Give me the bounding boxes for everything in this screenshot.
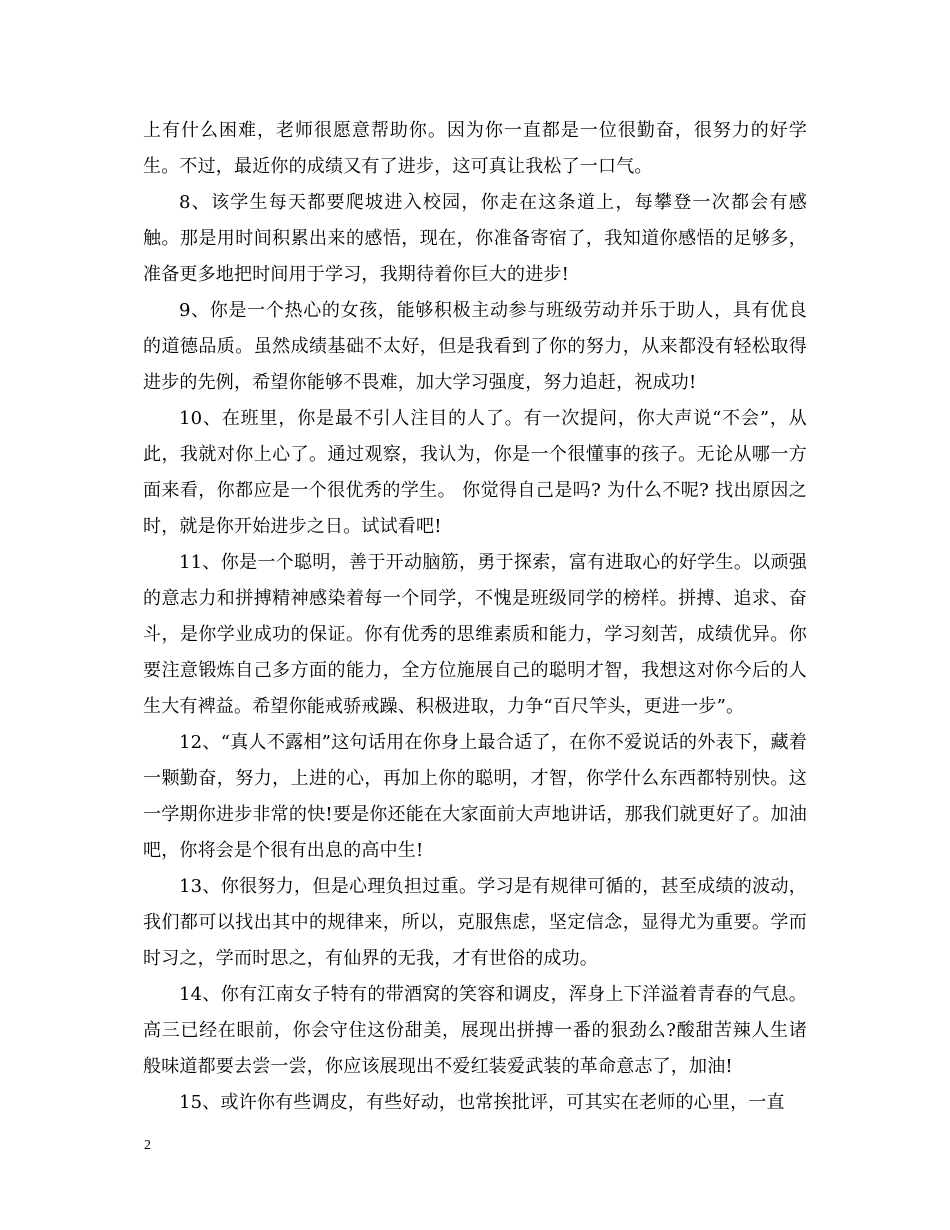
paragraph: 15、或许你有些调皮，有些好动，也常挨批评，可其实在老师的心里，一直	[179, 1092, 785, 1113]
paragraph: 上有什么困难，老师很愿意帮助你。因为你一直都是一位很勤奋，很努力的好学生。不过，最近你的成绩又有了进步，这可真让我松了一口气。	[143, 120, 807, 177]
page-number: 2	[144, 1138, 151, 1153]
paragraph: 12、“真人不露相”这句话用在你身上最合适了，在你不爱说话的外表下，藏着一颗勤奋，努力，上进的心，再加上你的聪明，才智，你学什么东西都特别快。这一学期你进步非常的快!要是你还能在大家面前大声地讲话，那我们就更好了。加油吧，你将会是个很有出息的高中生!	[143, 732, 807, 861]
paragraph: 11、你是一个聪明，善于开动脑筋，勇于探索，富有进取心的好学生。以顽强的意志力和拼搏精神感染着每一个同学，不愧是班级同学的榜样。拼搏、追求、奋斗，是你学业成功的保证。你有优秀的思维素质和能力，学习刻苦，成绩优异。你要注意锻炼自己多方面的能力，全方位施展自己的聪明才智，我想这对你今后的人生大有裨益。希望你能戒骄戒躁、积极进取，力争“百尺竿头，更进一步”。	[143, 552, 807, 717]
document-body	[143, 113, 807, 1121]
paragraph: 14、你有江南女子特有的带酒窝的笑容和调皮，浑身上下洋溢着青春的气息。高三已经在眼前，你会守住这份甜美，展现出拼搏一番的狠劲么?酸甜苦辣人生诸般味道都要去尝一尝，你应该展现出不爱红装爱武装的革命意志了，加油!	[143, 984, 807, 1077]
paragraph: 10、在班里，你是最不引人注目的人了。有一次提问，你大声说“不会”，从此，我就对你上心了。通过观察，我认为，你是一个很懂事的孩子。无论从哪一方面来看，你都应是一个很优秀的学生。 你觉得自己是吗? 为什么不呢? 找出原因之时，就是你开始进步之日。试试看吧!	[143, 408, 807, 537]
paragraph: 8、该学生每天都要爬坡进入校园，你走在这条道上，每攀登一次都会有感触。那是用时间积累出来的感悟，现在，你准备寄宿了，我知道你感悟的足够多，准备更多地把时间用于学习，我期待着你巨大的进步!	[143, 192, 807, 285]
paragraph: 9、你是一个热心的女孩，能够积极主动参与班级劳动并乐于助人，具有优良的道德品质。虽然成绩基础不太好，但是我看到了你的努力，从来都没有轻松取得进步的先例，希望你能够不畏难，加大学习强度，努力追赶，祝成功!	[143, 300, 807, 393]
paragraph: 13、你很努力，但是心理负担过重。学习是有规律可循的，甚至成绩的波动，我们都可以找出其中的规律来，所以，克服焦虑，坚定信念，显得尤为重要。学而时习之，学而时思之，有仙界的无我，才有世俗的成功。	[143, 876, 807, 969]
